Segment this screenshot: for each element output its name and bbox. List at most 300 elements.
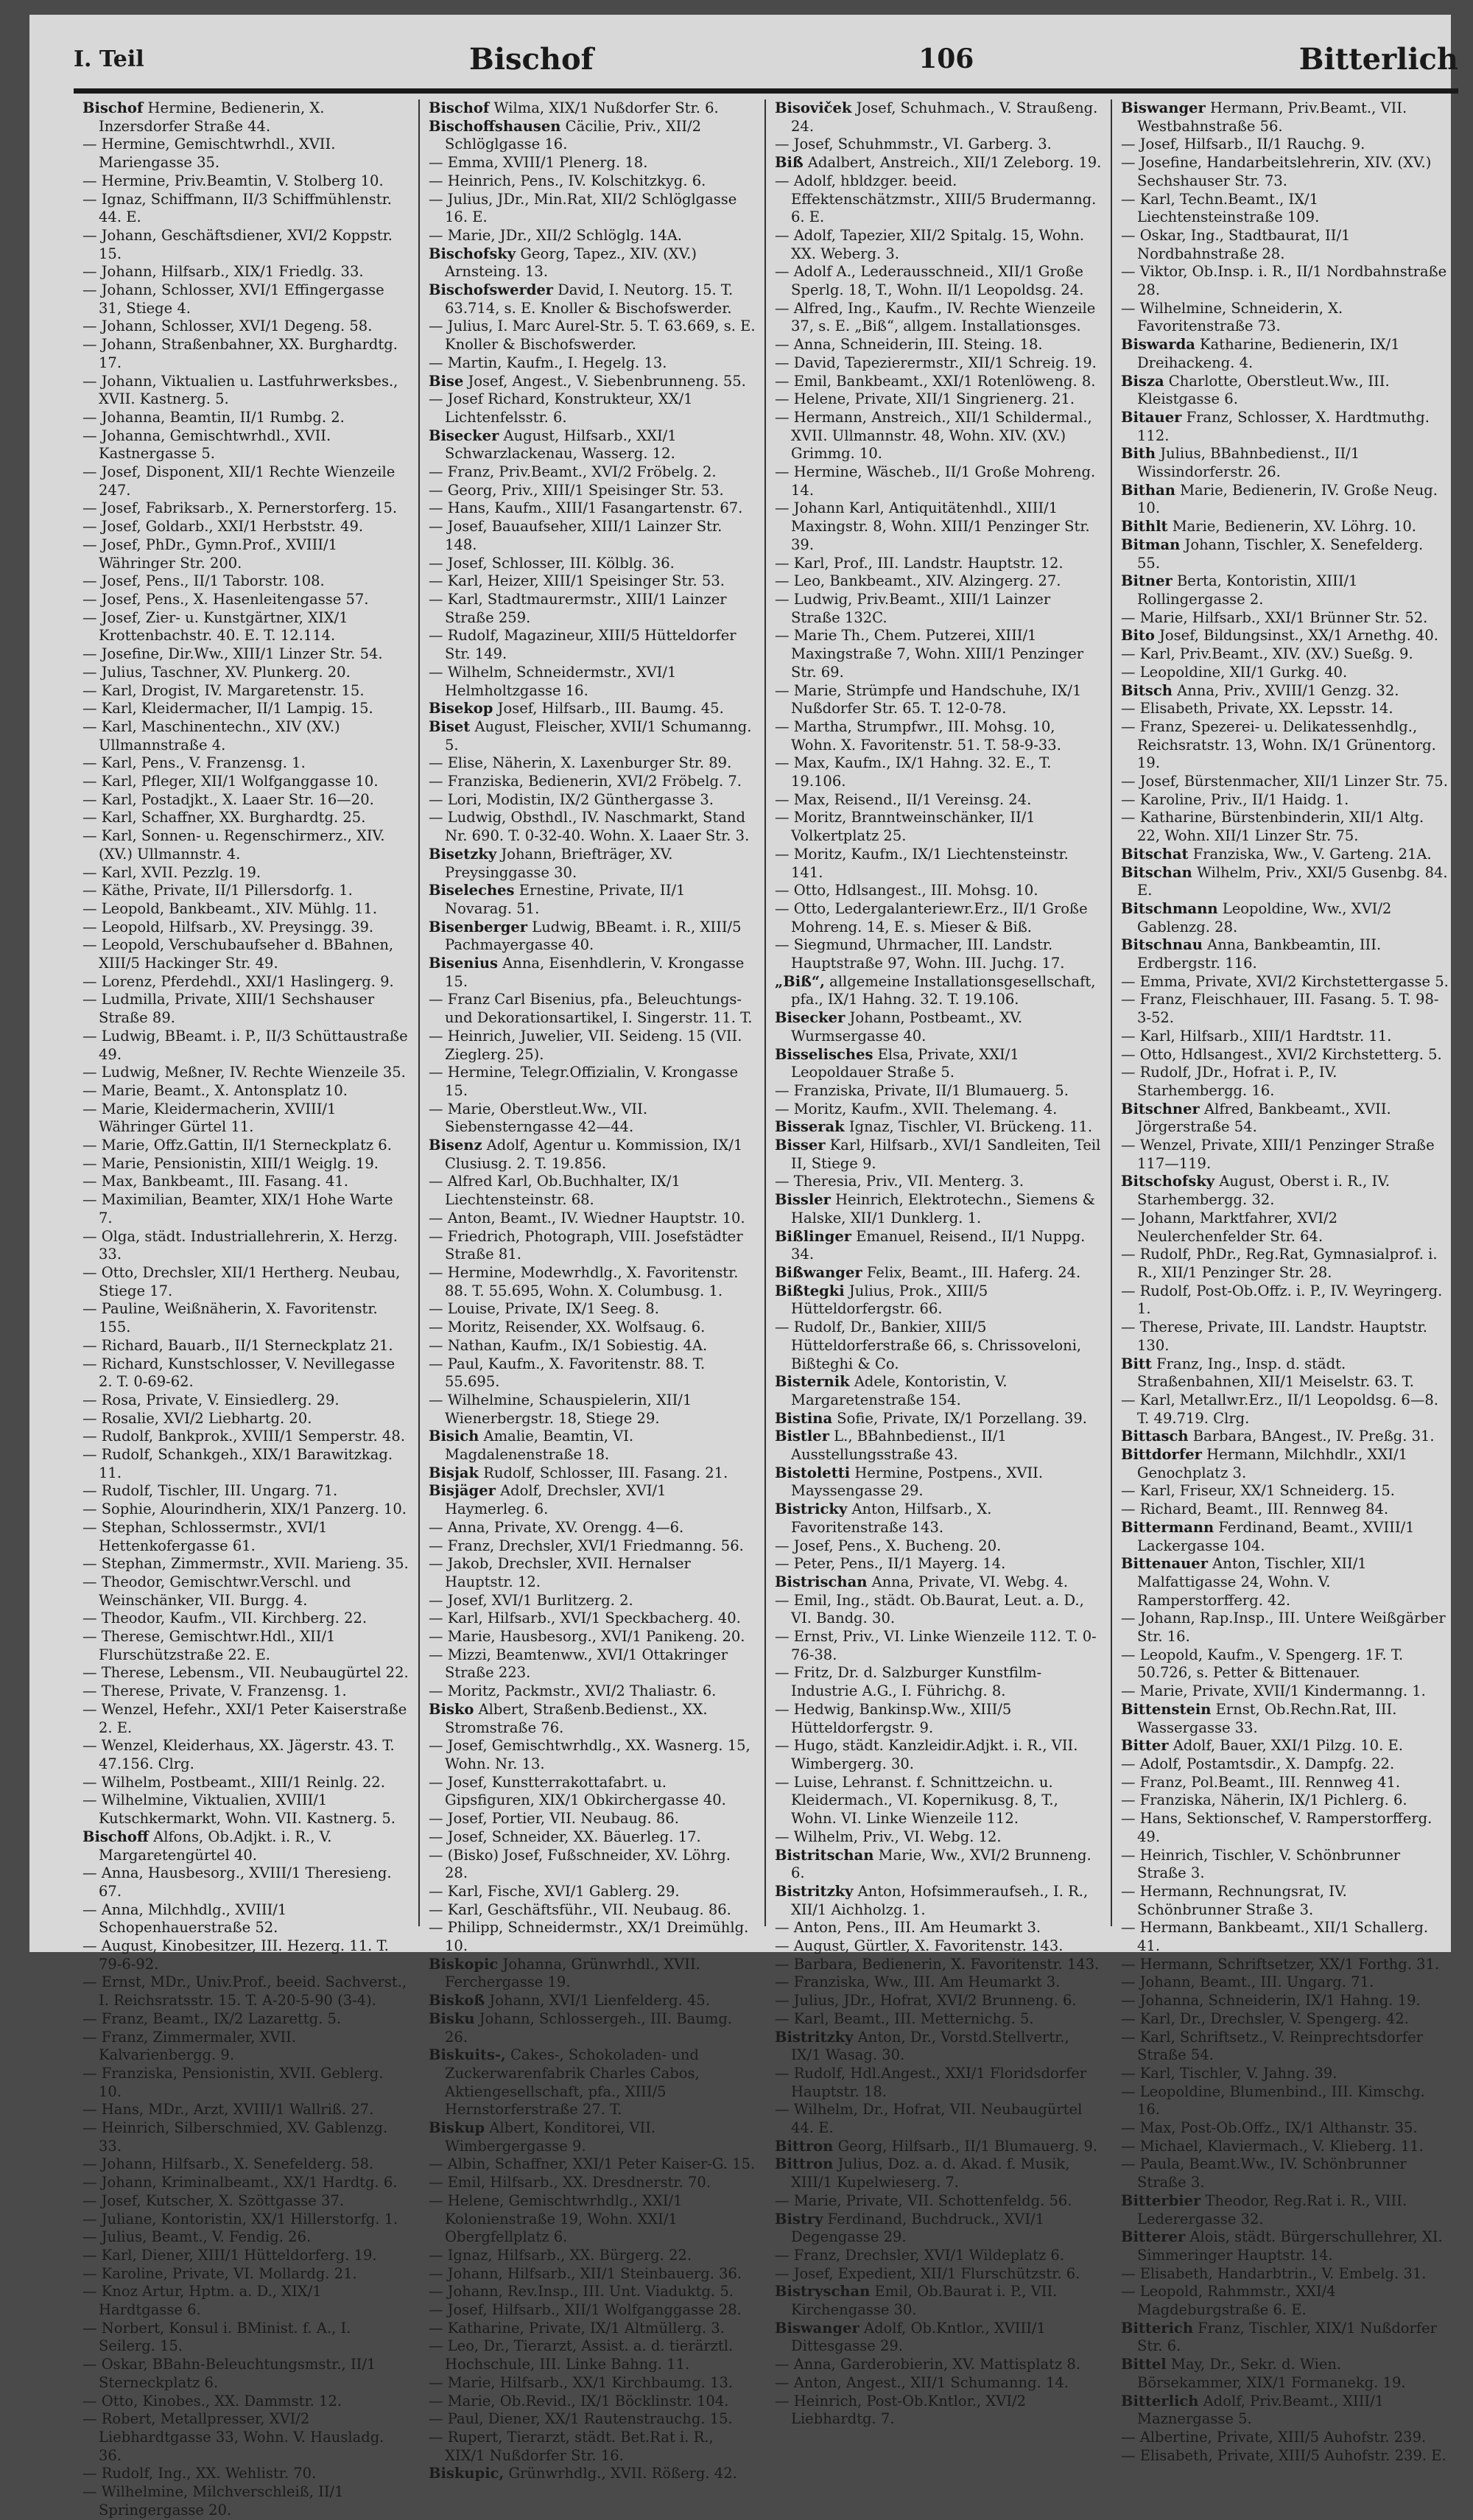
- directory-entry: — Franz, Beamt., IX/2 Lazarettg. 5.: [82, 2010, 342, 2027]
- right-running-head: Bitterlich: [1298, 41, 1458, 77]
- directory-entry: — Marie, Hausbesorg., XVI/1 Panikeng. 20.: [429, 1628, 745, 1646]
- directory-entry: — Franz, Drechsler, XVI/1 Friedmanng. 56.: [429, 1537, 744, 1554]
- directory-entry: — Anna, Private, XV. Orengg. 4—6.: [429, 1518, 684, 1536]
- directory-entry: — Franz, Priv.Beamt., XVI/2 Fröbelg. 2.: [429, 463, 717, 481]
- directory-entry: — Johann, Marktfahrer, XVI/2 Neulerchenfelder Str. 64.: [1121, 1209, 1338, 1245]
- directory-entry: — Barbara, Bedienerin, X. Favoritenstr. 143.: [775, 1955, 1100, 1973]
- directory-entry: — Therese, Private, III. Landstr. Hauptstr. 130.: [1121, 1319, 1427, 1354]
- directory-entry: — Franziska, Pensionistin, XVII. Geblerg. 10.: [82, 2064, 384, 2100]
- directory-entry: — Hermann, Anstreich., XII/1 Schildermal., XVII. Ullmannstr. 48, Wohn. XIV. (XV.) Grimmg. 10.: [775, 408, 1092, 463]
- directory-entry: — Karl, Stadtmaurermstr., XIII/1 Lainzer Straße 259.: [429, 590, 727, 626]
- directory-entry: — Josef, Pens., II/1 Taborstr. 108.: [82, 572, 325, 590]
- directory-entry: Bittel May, Dr., Sekr. d. Wien. Börsekammer, XIX/1 Formanekg. 19.: [1121, 2356, 1406, 2391]
- directory-entry: — Otto, Ledergalanteriewr.Erz., II/1 Große Mohreng. 14, E. s. Mieser & Biß.: [775, 899, 1088, 936]
- directory-entry: — Stephan, Schlossermstr., XVI/1 Hettenkofergasse 61.: [82, 1518, 328, 1554]
- directory-entry: — Moritz, Kaufm., IX/1 Liechtensteinstr. 141.: [775, 845, 1069, 881]
- directory-entry: — Wilhelmine, Milchverschleiß, II/1 Springergasse 20.: [82, 2483, 344, 2519]
- directory-entry: — Philipp, Schneidermstr., XX/1 Dreimühlg. 10.: [429, 1919, 749, 1955]
- directory-entry: — Max, Post-Ob.Offz., IX/1 Althanstr. 35.: [1121, 2119, 1418, 2137]
- directory-entry: — Theodor, Kaufm., VII. Kirchberg. 22.: [82, 1610, 368, 1627]
- directory-entry: — Max, Reisend., II/1 Vereinsg. 24.: [775, 790, 1032, 808]
- directory-entry: — Siegmund, Uhrmacher, III. Landstr. Hauptstraße 97, Wohn. III. Juchg. 17.: [775, 936, 1065, 972]
- directory-entry: Biskup Albert, Konditorei, VII. Wimbergergasse 9.: [429, 2119, 656, 2155]
- directory-entry: — Rudolf, Magazineur, XIII/5 Hütteldorfer Str. 149.: [429, 627, 736, 663]
- directory-entry: — Adolf, Tapezier, XII/2 Spitalg. 15, Wohn. XX. Weberg. 3.: [775, 226, 1085, 262]
- directory-entry: — Hermann, Bankbeamt., XII/1 Schallerg. 41.: [1121, 1919, 1429, 1955]
- directory-entry: — Johann Karl, Antiquitätenhdl., XIII/1 Maxingstr. 8, Wohn. XIII/1 Penzinger Str. 39.: [775, 499, 1090, 553]
- directory-entry: — Rudolf, Tischler, III. Ungarg. 71.: [82, 1482, 338, 1500]
- directory-entry: — Franziska, Ww., III. Am Heumarkt 3.: [775, 1973, 1061, 1991]
- directory-entry: — Josef, Disponent, XII/1 Rechte Wienzeile 247.: [82, 463, 396, 499]
- directory-entry: — Anna, Schneiderin, III. Steing. 18.: [775, 336, 1043, 354]
- directory-entry: Biswanger Adolf, Ob.Kntlor., XVIII/1 Dittesgasse 29.: [775, 2319, 1046, 2355]
- directory-entry: — Leopold, Verschubaufseher d. BBahnen, XIII/5 Hackinger Str. 49.: [82, 936, 394, 972]
- directory-entry: — Franz, Zimmermaler, XVII. Kalvarienbergg. 9.: [82, 2028, 297, 2064]
- directory-entry: — Marie, Private, VII. Schottenfeldg. 56.: [775, 2191, 1072, 2209]
- directory-entry: — Adolf A., Lederausschneid., XII/1 Große Sperlg. 18, T., Wohn. II/1 Leopoldsg. 24.: [775, 263, 1084, 299]
- directory-entry: — Viktor, Ob.Insp. i. R., II/1 Nordbahnstraße 28.: [1121, 263, 1447, 299]
- directory-entry: — Franziska, Private, II/1 Blumauerg. 5.: [775, 1081, 1069, 1099]
- directory-entry: — Josef, Hilfsarb., II/1 Rauchg. 9.: [1121, 136, 1365, 153]
- directory-entry: — Moritz, Kaufm., XVII. Thelemang. 4.: [775, 1100, 1058, 1117]
- directory-entry: Bisecker Johann, Postbeamt., XV. Wurmsergasse 40.: [775, 1009, 1023, 1045]
- directory-entry: — Franz, Drechsler, XVI/1 Wildeplatz 6.: [775, 2246, 1065, 2264]
- directory-entry: Bißlinger Emanuel, Reisend., II/1 Nuppg. 34.: [775, 1227, 1086, 1263]
- directory-entry: — Marie, Oberstleut.Ww., VII. Siebensterngasse 42—44.: [429, 1100, 648, 1136]
- directory-entry: Bitterer Alois, städt. Bürgerschullehrer, XI. Simmeringer Hauptstr. 14.: [1121, 2228, 1443, 2264]
- directory-entry: — Hermine, Priv.Beamtin, V. Stolberg 10.: [82, 172, 384, 189]
- directory-entry: — Jakob, Drechsler, XVII. Hernalser Hauptstr. 12.: [429, 1555, 691, 1590]
- directory-entry: — Michael, Klaviermach., V. Klieberg. 11.: [1121, 2137, 1424, 2155]
- directory-entry: — Sophie, Alourindherin, XIX/1 Panzerg. 10.: [82, 1501, 407, 1518]
- directory-entry: — Karl, Metallwr.Erz., II/1 Leopoldsg. 6—8. T. 49.719. Clrg.: [1121, 1391, 1438, 1427]
- directory-entry: Bitterlich Adolf, Priv.Beamt., XIII/1 Maznergasse 5.: [1121, 2392, 1385, 2428]
- directory-entry: — Johann, Kriminalbeamt., XX/1 Hardtg. 6.: [82, 2174, 398, 2191]
- directory-entry: Biskupic, Grünwrhdlg., XVII. Rößerg. 42.: [429, 2465, 737, 2482]
- directory-entry: — Josef, Portier, VII. Neubaug. 86.: [429, 1810, 679, 1828]
- directory-entry: Bisetzky Johann, Briefträger, XV. Preysinggasse 30.: [429, 845, 673, 881]
- directory-entry: — Rudolf, Dr., Bankier, XIII/5 Hütteldorferstraße 66, s. Chrissoveloni, Bißteghi & Co.: [775, 1319, 1082, 1372]
- directory-entry: — Anna, Garderobierin, XV. Mattisplatz 8.: [775, 2356, 1081, 2373]
- directory-entry: Bitschat Franziska, Ww., V. Garteng. 21A.: [1121, 845, 1432, 863]
- directory-entry: — Knoz Artur, Hptm. a. D., XIX/1 Hardtgasse 6.: [82, 2283, 322, 2319]
- directory-entry: Bitsch Anna, Priv., XVIII/1 Genzg. 32.: [1121, 681, 1399, 699]
- directory-entry: — Richard, Beamt., III. Rennweg 84.: [1121, 1501, 1389, 1518]
- directory-entry: — Paul, Diener, XX/1 Rautenstrauchg. 15.: [429, 2410, 733, 2428]
- directory-entry: — Norbert, Konsul i. BMinist. f. A., I. Seilerg. 15.: [82, 2319, 351, 2355]
- directory-entry: — Wilhelm, Priv., VI. Webg. 12.: [775, 1828, 1002, 1845]
- directory-entry: Biseleches Ernestine, Private, II/1 Novarag. 51.: [429, 882, 686, 917]
- directory-entry: Biswanger Hermann, Priv.Beamt., VII. Westbahnstraße 56.: [1121, 99, 1407, 135]
- directory-entry: — Heinrich, Silberschmied, XV. Gablenzg. 33.: [82, 2119, 388, 2155]
- directory-entry: — Helene, Private, XII/1 Singrienerg. 21.: [775, 390, 1075, 408]
- header-rule: [74, 88, 1458, 94]
- directory-entry: Bistritschan Marie, Ww., XVI/2 Brunneng. 6.: [775, 1846, 1091, 1882]
- directory-entry: — Emma, XVIII/1 Plenerg. 18.: [429, 154, 648, 172]
- directory-entry: — Adolf, Postamtsdir., X. Dampfg. 22.: [1121, 1755, 1395, 1772]
- directory-entry: — Karl, Heizer, XIII/1 Speisinger Str. 53.: [429, 572, 725, 590]
- directory-entry: — Käthe, Private, II/1 Pillersdorfg. 1.: [82, 882, 353, 899]
- directory-entry: — Martha, Strumpfwr., III. Mohsg. 10, Wohn. X. Favoritenstr. 51. T. 58-9-33.: [775, 717, 1061, 754]
- directory-entry: — Moritz, Packmstr., XVI/2 Thaliastr. 6.: [429, 1682, 717, 1700]
- directory-entry: — Julius, JDr., Min.Rat, XII/2 Schlöglgasse 16. E.: [429, 190, 737, 226]
- directory-entry: — August, Gürtler, X. Favoritenstr. 143.: [775, 1937, 1064, 1955]
- directory-entry: — Otto, Hdlsangest., XVI/2 Kirchstetterg. 5.: [1121, 1045, 1442, 1063]
- directory-entry: — Franz, Pol.Beamt., III. Rennweg 41.: [1121, 1773, 1401, 1791]
- directory-entry: — Leopold, Kaufm., V. Spengerg. 1F. T. 50.726, s. Petter & Bittenauer.: [1121, 1646, 1404, 1682]
- directory-entry: Bischof Wilma, XIX/1 Nußdorfer Str. 6.: [429, 99, 719, 116]
- directory-entry: — Wilhelm, Postbeamt., XIII/1 Reinlg. 22.: [82, 1773, 385, 1791]
- directory-entry: — Georg, Priv., XIII/1 Speisinger Str. 53.: [429, 481, 724, 499]
- directory-entry: Bithlt Marie, Bedienerin, XV. Löhrg. 10.: [1121, 518, 1416, 536]
- directory-entry: Bissler Heinrich, Elektrotechn., Siemens & Halske, XII/1 Dunklerg. 1.: [775, 1191, 1095, 1226]
- directory-entry: Bischoff Alfons, Ob.Adjkt. i. R., V. Margaretengürtel 40.: [82, 1828, 332, 1864]
- directory-entry: Bischofsky Georg, Tapez., XIV. (XV.) Arnsteing. 13.: [429, 245, 697, 281]
- directory-entry: — Marie, Private, XVII/1 Kindermanng. 1.: [1121, 1682, 1426, 1700]
- directory-entry: — Leo, Bankbeamt., XIV. Alzingerg. 27.: [775, 572, 1061, 590]
- directory-entry: — Marie, Beamt., X. Antonsplatz 10.: [82, 1081, 348, 1099]
- directory-entry: — Karl, Pens., V. Franzensg. 1.: [82, 754, 306, 772]
- directory-entry: — Rudolf, JDr., Hofrat i. P., IV. Starhembergg. 16.: [1121, 1064, 1337, 1099]
- directory-entry: — Ernst, MDr., Univ.Prof., beeid. Sachverst., I. Reichsratsstr. 15. T. A-20-5-90 (3-4).: [82, 1973, 407, 2010]
- directory-entry: — Rosalie, XVI/2 Liebhartg. 20.: [82, 1409, 312, 1427]
- directory-entry: — Elisabeth, Private, XX. Lepsstr. 14.: [1121, 700, 1393, 717]
- directory-entry: — Juliane, Kontoristin, XX/1 Hillerstorfg. 1.: [82, 2210, 398, 2228]
- directory-entry: — Anna, Hausbesorg., XVIII/1 Theresieng. 67.: [82, 1864, 392, 1900]
- column-2: [420, 99, 766, 2482]
- directory-entry: — Marie, Ob.Revid., IX/1 Böcklinstr. 104.: [429, 2392, 729, 2410]
- directory-entry: — Ludwig, BBeamt. i. P., II/3 Schüttaustraße 49.: [82, 1027, 408, 1063]
- directory-entry: Biset August, Fleischer, XVII/1 Schumanng. 5.: [429, 717, 752, 754]
- directory-entry: — Anton, Pens., III. Am Heumarkt 3.: [775, 1919, 1041, 1937]
- directory-entry: — Josefine, Handarbeitslehrerin, XIV. (XV.) Sechshauser Str. 73.: [1121, 154, 1432, 189]
- directory-entry: — Hans, MDr., Arzt, XVIII/1 Wallriß. 27.: [82, 2101, 374, 2119]
- entry-columns: [74, 99, 1458, 2519]
- directory-entry: — Friedrich, Photograph, VIII. Josefstädter Straße 81.: [429, 1227, 743, 1263]
- directory-entry: Bisza Charlotte, Oberstleut.Ww., III. Kleistgasse 6.: [1121, 372, 1390, 408]
- directory-entry: Bisku Johann, Schlossergeh., III. Baumg. 26.: [429, 2010, 733, 2046]
- directory-entry: — Franziska, Bedienerin, XVI/2 Fröbelg. 7.: [429, 773, 742, 790]
- directory-entry: — Hermine, Telegr.Offizialin, V. Krongasse 15.: [429, 1064, 739, 1099]
- directory-entry: Bith Julius, BBahnbedienst., II/1 Wissindorferstr. 26.: [1121, 445, 1360, 481]
- directory-entry: — Robert, Metallpresser, XVI/2 Liebhardtgasse 33, Wohn. V. Hausladg. 36.: [82, 2410, 384, 2464]
- directory-entry: — Johann, Geschäftsdiener, XVI/2 Koppstr. 15.: [82, 226, 393, 262]
- directory-entry: Biskopic Johanna, Grünwrhdl., XVII. Ferchergasse 19.: [429, 1955, 700, 1991]
- directory-entry: Bittenstein Ernst, Ob.Rechn.Rat, III. Wassergasse 33.: [1121, 1700, 1397, 1736]
- directory-entry: Bistricky Anton, Hilfsarb., X. Favoritenstraße 143.: [775, 1501, 992, 1536]
- directory-entry: Bitman Johann, Tischler, X. Senefelderg. 55.: [1121, 536, 1424, 572]
- directory-entry: — Josef, Hilfsarb., XII/1 Wolfganggasse 28.: [429, 2301, 742, 2319]
- column-3: [766, 99, 1112, 2428]
- directory-entry: Bistryschan Emil, Ob.Baurat i. P., VII. Kirchengasse 30.: [775, 2283, 1058, 2319]
- directory-entry: — Josef, Kutscher, X. Szöttgasse 37.: [82, 2191, 345, 2209]
- directory-entry: Bitt Franz, Ing., Insp. d. städt. Straßenbahnen, XII/1 Meiselstr. 63. T.: [1121, 1355, 1414, 1391]
- column-4: [1112, 99, 1458, 2464]
- directory-entry: Bisoviček Josef, Schuhmach., V. Straußeng. 24.: [775, 99, 1098, 135]
- directory-entry: — Hermann, Rechnungsrat, IV. Schönbrunner Straße 3.: [1121, 1882, 1347, 1918]
- directory-entry: — Albertine, Private, XIII/5 Auhofstr. 239.: [1121, 2429, 1427, 2446]
- directory-entry: — Elisabeth, Handarbtrin., V. Embelg. 31.: [1121, 2264, 1427, 2282]
- directory-entry: Bisecker August, Hilfsarb., XXI/1 Schwarzlackenau, Wasserg. 12.: [429, 427, 677, 463]
- directory-entry: Bitter Adolf, Bauer, XXI/1 Pilzg. 10. E.: [1121, 1737, 1403, 1755]
- directory-entry: Bitschan Wilhelm, Priv., XXI/5 Gusenbg. 84. E.: [1121, 863, 1448, 899]
- directory-entry: — Johann, Hilfsarb., XII/1 Steinbauerg. 36.: [429, 2264, 742, 2282]
- directory-entry: — Fritz, Dr. d. Salzburger Kunstfilm-Industrie A.G., I. Führichg. 8.: [775, 1664, 1042, 1700]
- directory-entry: — Elise, Näherin, X. Laxenburger Str. 89.: [429, 754, 732, 772]
- directory-entry: — Helene, Gemischtwrhdlg., XXI/1 Kolonienstraße 19, Wohn. XXI/1 Obergfellplatz 6.: [429, 2191, 683, 2246]
- directory-entry: — Adolf, hbldzger. beeid. Effektenschätzmstr., XIII/5 Brudermanng. 6. E.: [775, 172, 1097, 226]
- directory-entry: — Ludmilla, Private, XIII/1 Sechshauser Straße 89.: [82, 991, 375, 1027]
- directory-entry: — Josef, Bürstenmacher, XII/1 Linzer Str. 75.: [1121, 773, 1448, 790]
- directory-entry: — Richard, Bauarb., II/1 Sterneckplatz 21.: [82, 1336, 393, 1354]
- directory-entry: — Hermann, Schriftsetzer, XX/1 Forthg. 31.: [1121, 1955, 1440, 1973]
- directory-entry: — Rudolf, PhDr., Reg.Rat, Gymnasialprof. i. R., XII/1 Penzinger Str. 28.: [1121, 1246, 1438, 1281]
- directory-entry: — Josef, Fabriksarb., X. Pernerstorferg. 15.: [82, 499, 398, 517]
- directory-entry: — Albin, Schaffner, XXI/1 Peter Kaiser-G. 15.: [429, 2155, 756, 2173]
- directory-entry: Bittdorfer Hermann, Milchhdlr., XXI/1 Genochplatz 3.: [1121, 1446, 1408, 1481]
- directory-entry: Bistry Ferdinand, Buchdruck., XVI/1 Degengasse 29.: [775, 2210, 1045, 2246]
- directory-entry: — Franz, Fleischhauer, III. Fasang. 5. T. 98-3-52.: [1121, 991, 1439, 1027]
- directory-entry: Bistritzky Anton, Dr., Vorstd.Stellvertr., IX/1 Wasag. 30.: [775, 2028, 1069, 2064]
- directory-entry: — Karoline, Priv., II/1 Haidg. 1.: [1121, 790, 1349, 808]
- directory-entry: — Wenzel, Private, XIII/1 Penzinger Straße 117—119.: [1121, 1137, 1435, 1172]
- directory-entry: — Martin, Kaufm., I. Hegelg. 13.: [429, 354, 667, 371]
- directory-entry: — Moritz, Branntweinschänker, II/1 Volkertplatz 25.: [775, 809, 1036, 845]
- directory-entry: Bito Josef, Bildungsinst., XX/1 Arnethg. 40.: [1121, 627, 1438, 645]
- directory-entry: — Karoline, Private, VI. Mollardg. 21.: [82, 2264, 357, 2282]
- directory-entry: — Theodor, Gemischtwr.Verschl. und Weinschänker, VII. Burgg. 4.: [82, 1573, 351, 1609]
- directory-entry: — Josef, Kunstterrakottafabrt. u. Gipsfiguren, XIX/1 Obkirchergasse 40.: [429, 1773, 726, 1809]
- directory-entry: Bistler L., BBahnbedienst., II/1 Ausstellungsstraße 43.: [775, 1428, 1007, 1464]
- directory-entry: — Katharine, Private, IX/1 Altmüllerg. 3.: [429, 2319, 725, 2337]
- directory-entry: Biswarda Katharine, Bedienerin, IX/1 Dreihackeng. 4.: [1121, 336, 1400, 371]
- directory-entry: Bisjäger Adolf, Drechsler, XVI/1 Haymerleg. 6.: [429, 1482, 667, 1518]
- directory-entry: — Franz, Spezerei- u. Delikatessenhdlg., Reichsratstr. 13, Wohn. IX/1 Grünentorg. 19.: [1121, 717, 1436, 772]
- directory-entry: — Johanna, Schneiderin, IX/1 Hahng. 19.: [1121, 1992, 1421, 2010]
- directory-entry: — Max, Bankbeamt., III. Fasang. 41.: [82, 1173, 349, 1190]
- directory-entry: — Wilhelmine, Schneiderin, X. Favoritenstraße 73.: [1121, 299, 1343, 335]
- directory-entry: — David, Tapezierermstr., XII/1 Schreig. 19.: [775, 354, 1097, 371]
- directory-entry: Biskoß Johann, XVI/1 Lienfelderg. 45.: [429, 1992, 711, 2010]
- directory-entry: — Karl, Pfleger, XII/1 Wolfganggasse 10.: [82, 773, 379, 790]
- directory-entry: — August, Kinobesitzer, III. Hezerg. 11. T. 79-6-92.: [82, 1937, 389, 1973]
- directory-entry: Bisternik Adele, Kontoristin, V. Margaretenstraße 154.: [775, 1373, 1008, 1408]
- directory-entry: — Rupert, Tierarzt, städt. Bet.Rat i. R., XIX/1 Nußdorfer Str. 16.: [429, 2429, 714, 2464]
- directory-entry: Bisko Albert, Straßenb.Bedienst., XX. Stromstraße 76.: [429, 1700, 708, 1736]
- directory-entry: — Heinrich, Juwelier, VII. Seideng. 15 (VII. Zieglerg. 25).: [429, 1027, 742, 1063]
- directory-entry: — Marie, Kleidermacherin, XVIII/1 Währinger Gürtel 11.: [82, 1100, 337, 1136]
- directory-entry: — Josef, PhDr., Gymn.Prof., XVIII/1 Währinger Str. 200.: [82, 536, 338, 572]
- directory-entry: — Hermine, Modewrhdlg., X. Favoritenstr. 88. T. 55.695, Wohn. X. Columbusg. 1.: [429, 1264, 739, 1299]
- directory-entry: — Julius, JDr., Hofrat, XVI/2 Brunneng. 6.: [775, 1992, 1077, 2010]
- directory-entry: Bittasch Barbara, BAngest., IV. Preßg. 31.: [1121, 1428, 1435, 1445]
- directory-entry: — Wilhelm, Dr., Hofrat, VII. Neubaugürtel 44. E.: [775, 2101, 1083, 2137]
- directory-entry: — Wenzel, Kleiderhaus, XX. Jägerstr. 43. T. 47.156. Clrg.: [82, 1737, 395, 1772]
- directory-entry: — Josef, Zier- u. Kunstgärtner, XIX/1 Krottenbachstr. 40. E. T. 12.114.: [82, 608, 348, 645]
- page-number: 106: [918, 43, 974, 74]
- directory-entry: Bitschmann Leopoldine, Ww., XVI/2 Gablenzg. 28.: [1121, 899, 1392, 936]
- directory-entry: — Nathan, Kaufm., IX/1 Sobiestig. 4A.: [429, 1336, 708, 1354]
- directory-entry: Bitschner Alfred, Bankbeamt., XVII. Jörgerstraße 54.: [1121, 1100, 1391, 1136]
- directory-entry: — Lori, Modistin, IX/2 Günthergasse 3.: [429, 790, 714, 808]
- directory-entry: — Josef, XVI/1 Burlitzerg. 2.: [429, 1591, 633, 1609]
- directory-entry: — Karl, XVII. Pezzlg. 19.: [82, 863, 261, 881]
- directory-entry: — Karl, Geschäftsführ., VII. Neubaug. 86.: [429, 1900, 731, 1918]
- directory-entry: Biß Adalbert, Anstreich., XII/1 Zeleborg. 19.: [775, 154, 1102, 172]
- directory-entry: — Karl, Drogist, IV. Margaretenstr. 15.: [82, 681, 365, 699]
- directory-entry: — Leo, Dr., Tierarzt, Assist. a. d. tierärztl. Hochschule, III. Linke Bahng. 11.: [429, 2337, 734, 2373]
- directory-entry: — Hans, Sektionschef, V. Ramperstorfferg. 49.: [1121, 1810, 1432, 1845]
- directory-entry: Bitterich Franz, Tischler, XIX/1 Nußdorfer Str. 6.: [1121, 2319, 1437, 2355]
- directory-entry: — Josef, Schlosser, III. Kölblg. 36.: [429, 554, 675, 572]
- directory-entry: — Rudolf, Schankgeh., XIX/1 Barawitzkag. 11.: [82, 1446, 393, 1481]
- directory-entry: — Max, Kaufm., IX/1 Hahng. 32. E., T. 19.106.: [775, 754, 1052, 790]
- directory-entry: — Stephan, Zimmermstr., XVII. Marieng. 35.: [82, 1555, 409, 1573]
- directory-entry: — Julius, Taschner, XV. Plunkerg. 20.: [82, 663, 351, 681]
- directory-entry: — Johann, Rap.Insp., III. Untere Weißgärber Str. 16.: [1121, 1610, 1446, 1646]
- directory-entry: — Otto, Hdlsangest., III. Mohsg. 10.: [775, 882, 1038, 899]
- directory-page: [29, 15, 1458, 2519]
- directory-entry: — Anna, Milchhdlg., XVIII/1 Schopenhauerstraße 52.: [82, 1900, 287, 1937]
- directory-entry: — Hermine, Wäscheb., II/1 Große Mohreng. 14.: [775, 463, 1096, 499]
- directory-entry: — Marie, Hilfsarb., XXI/1 Brünner Str. 52.: [1121, 608, 1428, 626]
- directory-entry: Bißtegki Julius, Prok., XIII/5 Hütteldorfergstr. 66.: [775, 1282, 988, 1318]
- directory-entry: — Hedwig, Bankinsp.Ww., XIII/5 Hütteldorfergstr. 9.: [775, 1700, 1012, 1736]
- directory-entry: — Maximilian, Beamter, XIX/1 Hohe Warte 7.: [82, 1191, 393, 1226]
- directory-entry: Bitauer Franz, Schlosser, X. Hardtmuthg. 112.: [1121, 408, 1430, 444]
- directory-entry: — Luise, Lehranst. f. Schnittzeichn. u. Kleidermach., VI. Kopernikusg. 8, T., Wohn. VI. Linke Wienzeile 112.: [775, 1773, 1058, 1828]
- directory-entry: — Alfred, Ing., Kaufm., IV. Rechte Wienzeile 37, s. E. „Biß“, allgem. Installationsges.: [775, 299, 1096, 335]
- directory-entry: Bistrischan Anna, Private, VI. Webg. 4.: [775, 1573, 1069, 1590]
- directory-entry: — Karl, Tischler, V. Jahng. 39.: [1121, 2064, 1337, 2082]
- directory-entry: — Emil, Bankbeamt., XXI/1 Rotenlöweng. 8.: [775, 372, 1096, 390]
- directory-entry: — Otto, Drechsler, XII/1 Hertherg. Neubau, Stiege 17.: [82, 1264, 401, 1299]
- directory-entry: — Johanna, Beamtin, II/1 Rumbg. 2.: [82, 408, 345, 426]
- directory-entry: — Marie, Offz.Gattin, II/1 Sterneckplatz 6.: [82, 1137, 392, 1154]
- directory-entry: — Olga, städt. Industriallehrerin, X. Herzg. 33.: [82, 1227, 398, 1263]
- directory-entry: — Julius, Beamt., V. Fendig. 26.: [82, 2228, 312, 2246]
- directory-entry: — Karl, Schaffner, XX. Burghardtg. 25.: [82, 809, 366, 826]
- directory-entry: Bistritzky Anton, Hofsimmeraufseh., I. R., XII/1 Aichholzg. 1.: [775, 1882, 1089, 1918]
- directory-entry: — Hermine, Gemischtwrhdl., XVII. Mariengasse 35.: [82, 136, 336, 172]
- directory-entry: — Leopold, Hilfsarb., XV. Preysingg. 39.: [82, 918, 374, 936]
- directory-entry: Bißwanger Felix, Beamt., III. Haferg. 24.: [775, 1264, 1081, 1281]
- directory-entry: — Ignaz, Hilfsarb., XX. Bürgerg. 22.: [429, 2246, 692, 2264]
- directory-entry: — Franz Carl Bisenius, pfa., Beleuchtungs- und Dekorationsartikel, I. Singerstr. 11. T.: [429, 991, 753, 1027]
- left-running-head: Bischof: [469, 41, 594, 77]
- directory-entry: — Louise, Private, IX/1 Seeg. 8.: [429, 1300, 659, 1318]
- directory-entry: — Josef, Goldarb., XXI/1 Herbststr. 49.: [82, 518, 364, 536]
- directory-entry: Bisser Karl, Hilfsarb., XVI/1 Sandleiten, Teil II, Stiege 9.: [775, 1137, 1101, 1172]
- directory-entry: — Leopold, Rahmmstr., XXI/4 Magdeburgstraße 6. E.: [1121, 2283, 1336, 2319]
- directory-entry: — Johann, Straßenbahner, XX. Burghardtg. 17.: [82, 336, 398, 371]
- directory-entry: — Karl, Hilfsarb., XVI/1 Speckbacherg. 40.: [429, 1610, 741, 1627]
- directory-entry: — Wilhelmine, Viktualien, XVIII/1 Kutschkermarkt, Wohn. VII. Kastnerg. 5.: [82, 1791, 396, 1828]
- directory-entry: — Oskar, BBahn-Beleuchtungsmstr., II/1 Sterneckplatz 6.: [82, 2356, 376, 2391]
- directory-entry: — Hans, Kaufm., XIII/1 Fasangartenstr. 67.: [429, 499, 743, 517]
- directory-entry: — Johann, Hilfsarb., X. Senefelderg. 58.: [82, 2155, 374, 2173]
- directory-entry: — Anton, Beamt., IV. Wiedner Hauptstr. 10.: [429, 1209, 745, 1226]
- directory-entry: — Johann, Schlosser, XVI/1 Degeng. 58.: [82, 317, 373, 335]
- directory-entry: — Josef, Bauaufseher, XIII/1 Lainzer Str. 148.: [429, 518, 723, 553]
- directory-entry: Bisselisches Elsa, Private, XXI/1 Leopoldauer Straße 5.: [775, 1045, 1019, 1081]
- directory-entry: — Mizzi, Beamtenww., XVI/1 Ottakringer Straße 223.: [429, 1646, 728, 1682]
- directory-entry: Biskuits-, Cakes-, Schokoladen- und Zuckerwarenfabrik Charles Cabos, Aktiengesellschaft, pfa., XIII/5 Hernstorferstraße 27. T.: [429, 2046, 700, 2119]
- directory-entry: — Katharine, Bürstenbinderin, XII/1 Altg. 22, Wohn. XII/1 Linzer Str. 75.: [1121, 809, 1424, 845]
- directory-entry: Bisjak Rudolf, Schlosser, III. Fasang. 21.: [429, 1464, 728, 1481]
- directory-entry: — Heinrich, Post-Ob.Kntlor., XVI/2 Liebhardtg. 7.: [775, 2392, 1027, 2428]
- directory-entry: — Peter, Pens., II/1 Mayerg. 14.: [775, 1555, 1006, 1573]
- directory-entry: — Lorenz, Pferdehdl., XXI/1 Haslingerg. 9.: [82, 972, 394, 990]
- directory-entry: — Marie, JDr., XII/2 Schlöglg. 14A.: [429, 226, 682, 244]
- directory-entry: — Pauline, Weißnäherin, X. Favoritenstr. 155.: [82, 1300, 378, 1336]
- directory-entry: — Karl, Hilfsarb., XIII/1 Hardtstr. 11.: [1121, 1027, 1392, 1045]
- directory-entry: Bisich Amalie, Beamtin, VI. Magdalenenstraße 18.: [429, 1428, 634, 1464]
- directory-entry: — Julius, I. Marc Aurel-Str. 5. T. 63.669, s. E. Knoller & Bischofswerder.: [429, 317, 756, 354]
- directory-entry: — Karl, Kleidermacher, II/1 Lampig. 15.: [82, 700, 373, 717]
- directory-entry: — Ludwig, Priv.Beamt., XIII/1 Lainzer Straße 132C.: [775, 590, 1051, 626]
- directory-entry: — Josef, Gemischtwrhdlg., XX. Wasnerg. 15, Wohn. Nr. 13.: [429, 1737, 750, 1772]
- directory-entry: — Oskar, Ing., Stadtbaurat, II/1 Nordbahnstraße 28.: [1121, 226, 1351, 262]
- directory-entry: — Moritz, Reisender, XX. Wolfsaug. 6.: [429, 1319, 706, 1336]
- directory-entry: — Johann, Rev.Insp., III. Unt. Viaduktg. 5.: [429, 2283, 734, 2300]
- directory-entry: — Johann, Beamt., III. Ungarg. 71.: [1121, 1973, 1374, 1991]
- directory-entry: — Therese, Private, V. Franzensg. 1.: [82, 1682, 347, 1700]
- directory-entry: Bittermann Ferdinand, Beamt., XVIII/1 Lackergasse 104.: [1121, 1518, 1415, 1554]
- directory-entry: — Karl, Dr., Drechsler, V. Spengerg. 42.: [1121, 2010, 1409, 2027]
- directory-entry: Bitner Berta, Kontoristin, XIII/1 Rollingergasse 2.: [1121, 572, 1358, 608]
- directory-entry: Bisenius Anna, Eisenhdlerin, V. Krongasse 15.: [429, 955, 745, 990]
- directory-entry: — Johann, Viktualien u. Lastfuhrwerksbes., XVII. Kastnerg. 5.: [82, 372, 398, 408]
- directory-entry: Bisekop Josef, Hilfsarb., III. Baumg. 45.: [429, 700, 724, 717]
- directory-entry: — Rosa, Private, V. Einsiedlerg. 29.: [82, 1391, 340, 1408]
- directory-entry: Bitschofsky August, Oberst i. R., IV. Starhembergg. 32.: [1121, 1173, 1391, 1209]
- directory-entry: „Biß“, allgemeine Installationsgesellschaft, pfa., IX/1 Hahng. 32. T. 19.106.: [775, 972, 1096, 1008]
- directory-entry: — Marie Th., Chem. Putzerei, XIII/1 Maxingstraße 7, Wohn. XIII/1 Penzinger Str. 69.: [775, 627, 1084, 681]
- directory-entry: — Rudolf, Bankprok., XVIII/1 Semperstr. 48.: [82, 1428, 406, 1445]
- directory-entry: Bisenz Adolf, Agentur u. Kommission, IX/1 Clusiusg. 2. T. 19.856.: [429, 1137, 743, 1172]
- directory-entry: Bittron Georg, Hilfsarb., II/1 Blumauerg. 9.: [775, 2137, 1098, 2155]
- directory-entry: Bittron Julius, Doz. a. d. Akad. f. Musik, XIII/1 Kupelwieserg. 7.: [775, 2155, 1070, 2191]
- directory-entry: — Karl, Sonnen- u. Regenschirmerz., XIV. (XV.) Ullmannstr. 4.: [82, 827, 385, 863]
- directory-entry: — Elisabeth, Private, XIII/5 Auhofstr. 239. E.: [1121, 2446, 1446, 2464]
- directory-entry: Bisenberger Ludwig, BBeamt. i. R., XIII/5 Pachmayergasse 40.: [429, 918, 742, 954]
- directory-entry: — Emma, Private, XVI/2 Kirchstettergasse 5.: [1121, 972, 1449, 990]
- directory-entry: — Leopoldine, XII/1 Gurkg. 40.: [1121, 663, 1348, 681]
- directory-entry: — Karl, Techn.Beamt., IX/1 Liechtensteinstraße 109.: [1121, 190, 1320, 226]
- directory-entry: — Karl, Prof., III. Landstr. Hauptstr. 12.: [775, 554, 1064, 572]
- directory-entry: — Ernst, Priv., VI. Linke Wienzeile 112. T. 0-76-38.: [775, 1628, 1097, 1663]
- directory-entry: — Johann, Hilfsarb., XIX/1 Friedlg. 33.: [82, 263, 364, 281]
- directory-entry: — Rudolf, Ing., XX. Wehlistr. 70.: [82, 2465, 317, 2482]
- directory-entry: — Karl, Friseur, XX/1 Schneiderg. 15.: [1121, 1482, 1395, 1500]
- directory-entry: — Leopoldine, Blumenbind., III. Kimschg. 16.: [1121, 2082, 1425, 2119]
- directory-entry: Bise Josef, Angest., V. Siebenbrunneng. 55.: [429, 372, 746, 390]
- directory-entry: — Marie, Pensionistin, XIII/1 Weiglg. 19.: [82, 1154, 379, 1172]
- directory-entry: — (Bisko) Josef, Fußschneider, XV. Löhrg. 28.: [429, 1846, 731, 1882]
- directory-entry: Bithan Marie, Bedienerin, IV. Große Neug. 10.: [1121, 481, 1438, 517]
- directory-entry: Bistina Sofie, Private, IX/1 Porzellang. 39.: [775, 1409, 1087, 1427]
- directory-entry: Bischoffshausen Cäcilie, Priv., XII/2 Schlöglgasse 16.: [429, 117, 702, 153]
- directory-entry: — Therese, Gemischtwr.Hdl., XII/1 Flurschützstraße 22. E.: [82, 1628, 336, 1663]
- directory-entry: — Josefine, Dir.Ww., XIII/1 Linzer Str. 54.: [82, 645, 383, 663]
- directory-entry: — Richard, Kunstschlosser, V. Nevillegasse 2. T. 0-69-62.: [82, 1355, 396, 1391]
- directory-entry: — Rudolf, Hdl.Angest., XXI/1 Floridsdorfer Hauptstr. 18.: [775, 2064, 1087, 2100]
- directory-entry: — Ludwig, Meßner, IV. Rechte Wienzeile 35.: [82, 1064, 406, 1081]
- directory-entry: — Marie, Strümpfe und Handschuhe, IX/1 Nußdorfer Str. 65. T. 12-0-78.: [775, 681, 1082, 717]
- directory-entry: — Josef Richard, Konstrukteur, XX/1 Lichtenfelsstr. 6.: [429, 390, 693, 426]
- directory-entry: — Heinrich, Tischler, V. Schönbrunner Straße 3.: [1121, 1846, 1401, 1882]
